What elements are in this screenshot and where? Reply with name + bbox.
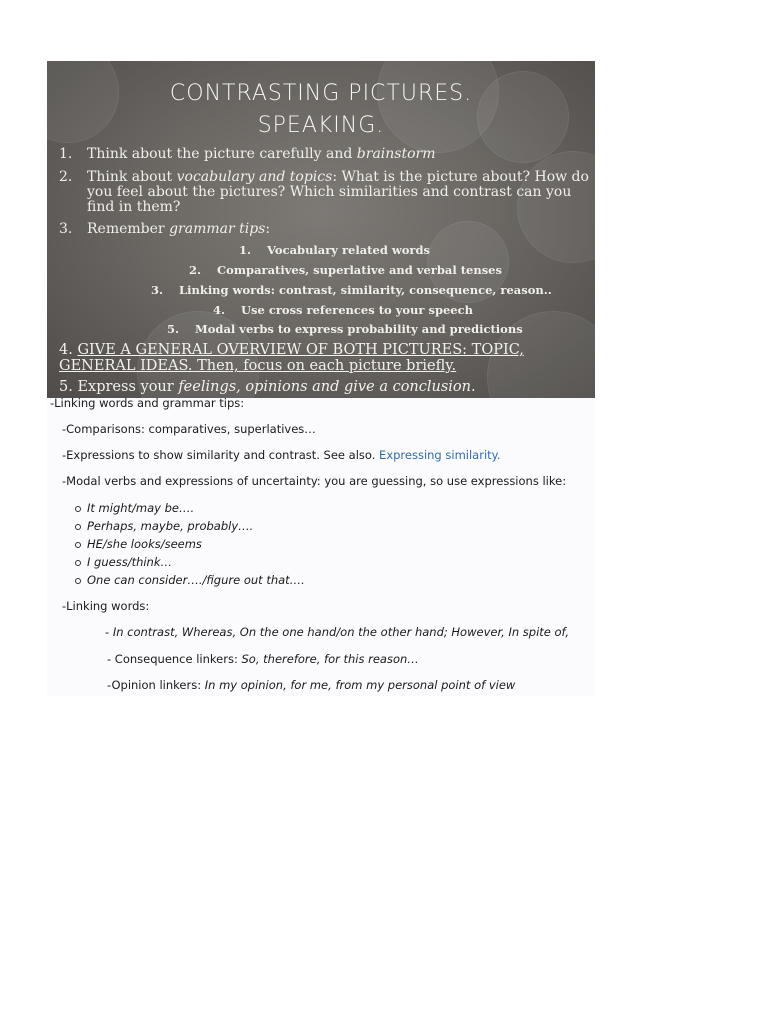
expressing-similarity-link[interactable]: Expressing similarity. [379,448,501,462]
consequence-linkers-line: - Consequence linkers: So, therefore, for this reason… [107,652,419,666]
bullet-icon [75,542,81,548]
slide-title-line2: SPEAKING. [257,113,385,138]
list-item: One can consider…./figure out that…. [75,571,305,589]
bullet-icon [75,578,81,584]
step-2-line3: find in them? [87,199,181,215]
comparisons-line: -Comparisons: comparatives, superlatives… [62,422,316,436]
grammar-tip-4: 4. Use cross references to your speech [213,303,473,317]
grammar-tip-2: 2. Comparatives, superlative and verbal tenses [189,263,502,277]
notes-heading: -Linking words and grammar tips: [50,396,245,410]
step-3: 3. Remember grammar tips: [59,221,271,237]
slide-image [47,61,595,398]
expressions-line: -Expressions to show similarity and contrast. See also. Expressing similarity. [62,448,501,462]
bullet-icon [75,506,81,512]
grammar-tip-3: 3. Linking words: contrast, similarity, consequence, reason.. [151,283,552,297]
notes-section [47,398,595,696]
uncertainty-expressions-list [75,499,305,589]
contrast-linkers-line: - In contrast, Whereas, On the one hand/on the other hand; However, In spite of, [105,625,570,639]
step-4-line2: GENERAL IDEAS. Then, focus on each picture briefly. [59,358,457,374]
step-2-line2: you feel about the pictures? Which similarities and contrast can you [87,184,572,200]
grammar-tip-1: 1. Vocabulary related words [239,243,431,257]
slide-title-line1: CONTRASTING PICTURES. [169,81,473,106]
step-1: 1. Think about the picture carefully and brainstorm [59,146,436,162]
bokeh-circle [517,151,595,263]
modal-verbs-line: -Modal verbs and expressions of uncertainty: you are guessing, so use expressions like: [62,474,567,488]
step-5: 5. Express your feelings, opinions and give a conclusion. [59,379,476,395]
list-item: Perhaps, maybe, probably…. [75,517,305,535]
opinion-linkers-line: -Opinion linkers: In my opinion, for me, from my personal point of view [107,678,516,692]
list-item: It might/may be…. [75,499,305,517]
grammar-tip-5: 5. Modal verbs to express probability and predictions [167,322,523,336]
linking-words-heading: -Linking words: [62,599,150,613]
bullet-icon [75,524,81,530]
step-4-line1: 4. GIVE A GENERAL OVERVIEW OF BOTH PICTURES: TOPIC, [59,342,524,358]
step-2: 2. Think about vocabulary and topics: What is the picture about? How do [59,169,589,185]
bullet-icon [75,560,81,566]
list-item: HE/she looks/seems [75,535,305,553]
list-item: I guess/think… [75,553,305,571]
